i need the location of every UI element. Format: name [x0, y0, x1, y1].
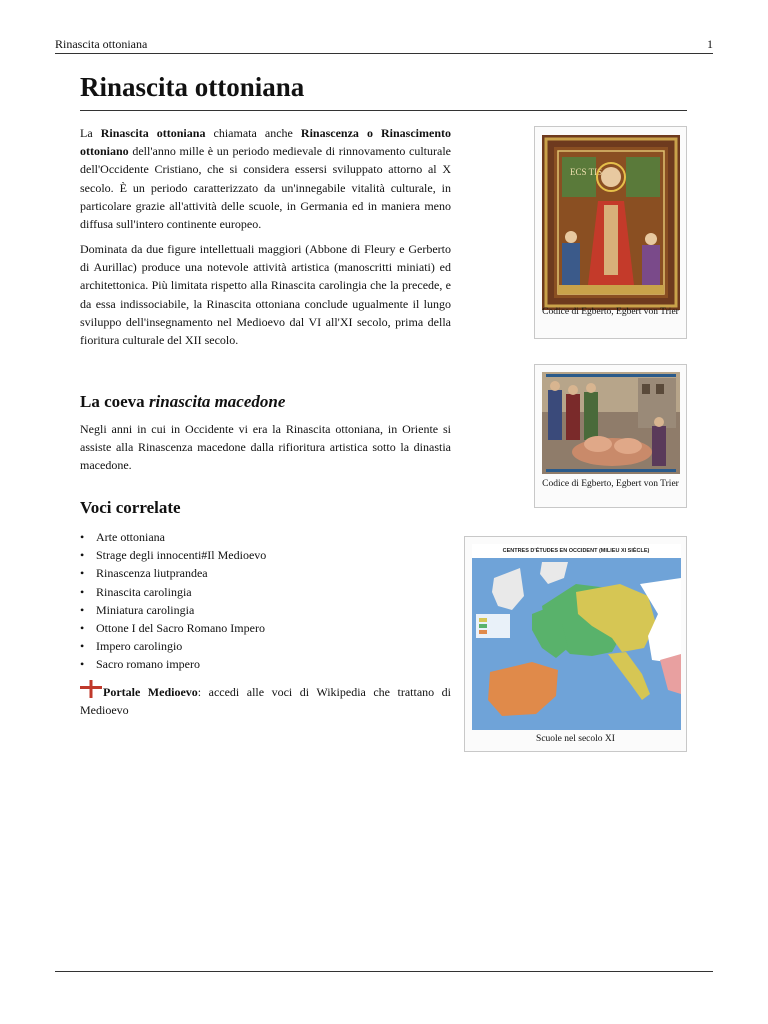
figure-codice-egberto-2: [534, 364, 687, 508]
svg-text:CENTRES D'ÉTUDES EN OCCIDENT (: CENTRES D'ÉTUDES EN OCCIDENT (MILIEU XI SIÈCLE): [502, 548, 650, 554]
manuscript-scene-image: [542, 372, 680, 474]
list-item[interactable]: • Ottone I del Sacro Romano Impero: [80, 619, 451, 637]
portale-link[interactable]: Portale Medioevo: [103, 685, 198, 699]
intro-paragraph-2: Dominata da due figure intellettuali maggiori (Abbone di Fleury e Gerberto di Aurillac) produce una notevole attività artistica (manoscritti miniati) ed architettonica. Più limitata rispetto alla Rinascita carolingia che la precede, e da essa indissociabile, la Rinascita ottoniana conclude ugualmente il lungo sviluppo dell'insegnamento nel Medioevo dal VI all'XI secolo, prima della fioritura culturale del XII secolo.: [80, 242, 451, 348]
figure-scuole-map: [464, 536, 687, 752]
manuscript-miniature-image: [542, 135, 680, 310]
macedone-paragraph: Negli anni in cui in Occidente vi era la Rinascita ottoniana, in Oriente si assiste alla Rinascenza macedone dalla rifioritura artistica sotto la dinastia macedone.: [80, 422, 451, 473]
section-heading-voci-correlate: Voci correlate: [80, 498, 181, 517]
running-head: [55, 36, 713, 54]
list-item[interactable]: • Strage degli innocenti#Il Medioevo: [80, 546, 451, 564]
related-links-list: [80, 528, 451, 674]
figure-caption: Codice di Egberto, Egbert von Trier: [542, 479, 679, 489]
title-divider: [80, 110, 687, 111]
intro-paragraph-1: La Rinascita ottoniana chiamata anche Rinascenza o Rinascimento ottoniano dell'anno mille è un periodo medievale di rinnovamento culturale dell'Occidente Cristiano, che si considera essersi sviluppato attorno al X secolo. È un periodo caratterizzato da un'innegabile vitalità culturale, in particolare grazie all'attività delle scuole, in Germania ed in maniera meno diffusa sull'intero continente europeo.: [80, 126, 452, 232]
list-item[interactable]: • Miniatura carolingia: [80, 601, 451, 619]
figure-caption: Codice di Egberto, Egbert von Trier: [542, 307, 679, 317]
list-item[interactable]: • Rinascita carolingia: [80, 583, 451, 601]
list-item[interactable]: • Rinascenza liutprandea: [80, 564, 451, 582]
figure-codice-egberto-1: [534, 126, 687, 339]
list-item[interactable]: • Impero carolingio: [80, 637, 451, 655]
bold-term-rinascita: Rinascita ottoniana: [100, 126, 206, 140]
bold-term-rinascenza: Rinascenza o Rinascimento ottoniano: [80, 126, 452, 159]
map-image: [472, 544, 681, 730]
figure-caption: Scuole nel secolo XI: [536, 734, 615, 744]
red-cross-icon: [80, 680, 102, 698]
page-title: Rinascita ottoniana: [80, 72, 305, 102]
page-number: 1: [707, 37, 713, 51]
list-item[interactable]: • Sacro romano impero: [80, 655, 451, 673]
svg-text:ECS TIS: ECS TIS: [570, 167, 603, 177]
footer-divider: [55, 971, 713, 972]
portale-medioevo: Portale Medioevo: accedi alle voci di Wikipedia che trattano di Medioevo: [80, 680, 451, 719]
section-heading-macedone: La coeva rinascita macedone: [80, 392, 286, 411]
running-head-title: Rinascita ottoniana: [55, 37, 148, 51]
list-item[interactable]: • Arte ottoniana: [80, 528, 451, 546]
